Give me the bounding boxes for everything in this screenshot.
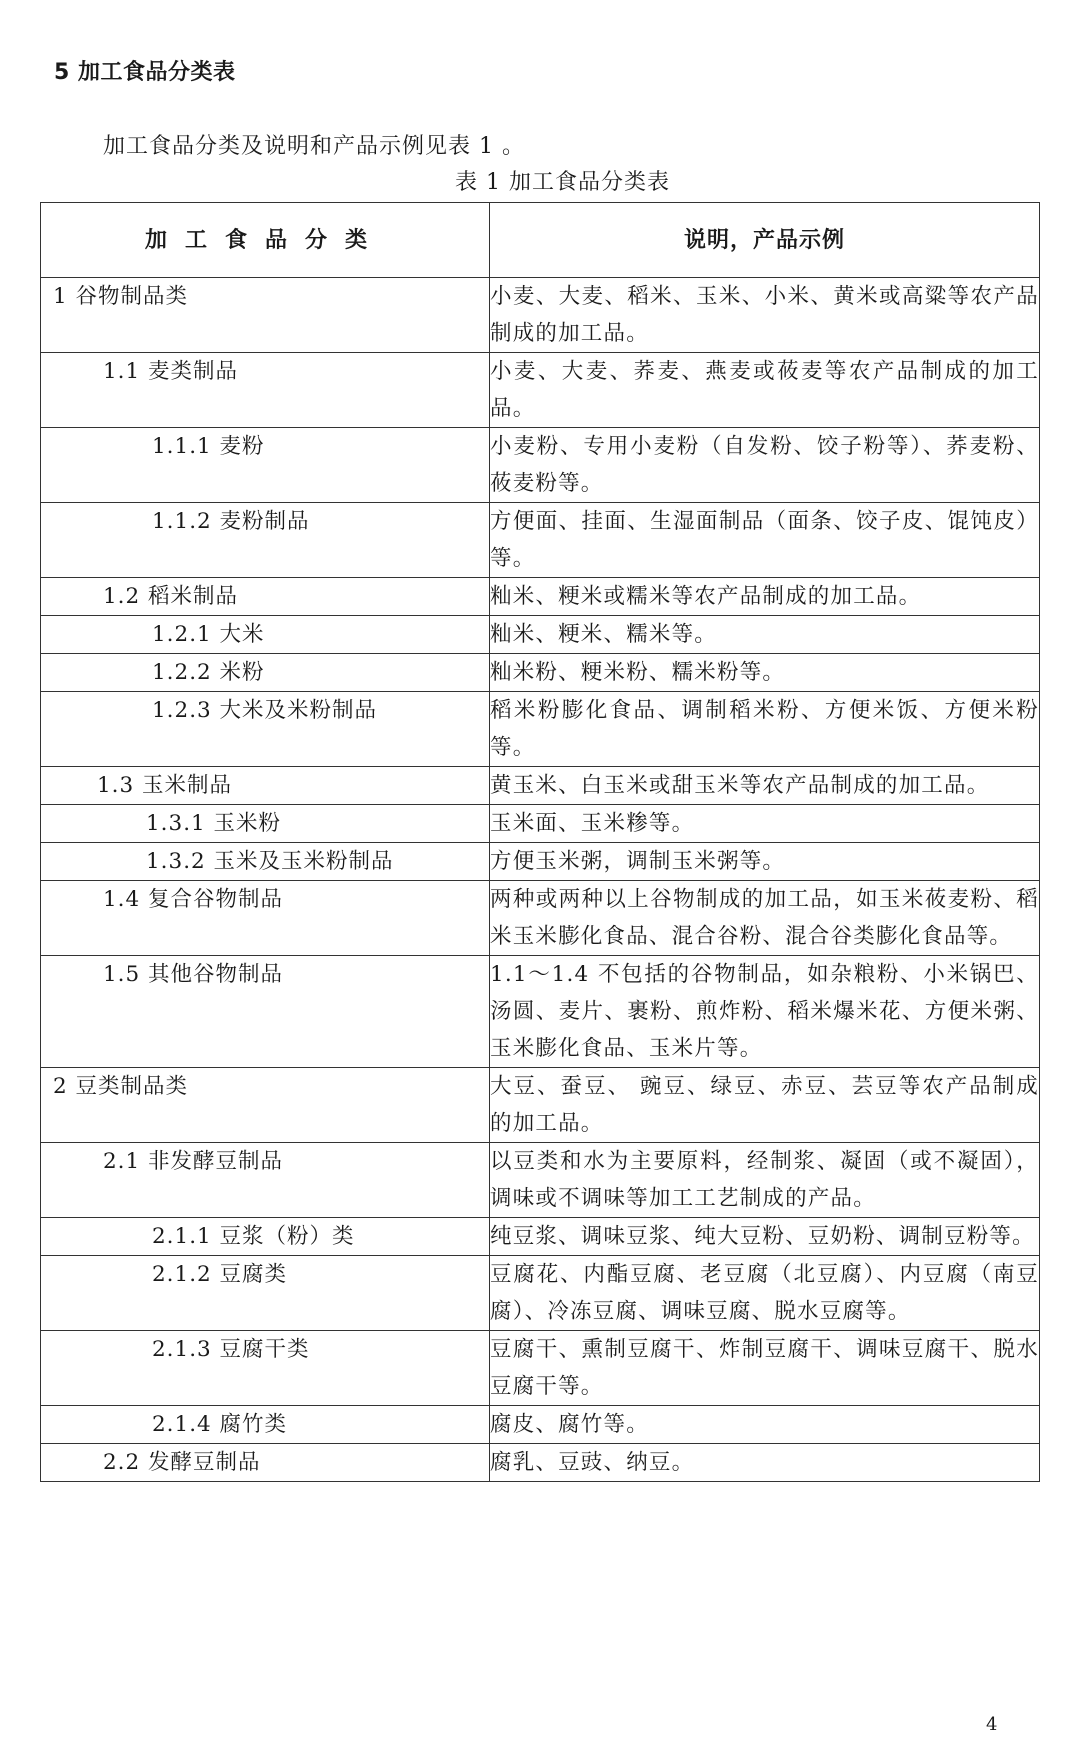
row-description: 两种或两种以上谷物制成的加工品，如玉米莜麦粉、稻米玉米膨化食品、混合谷粉、混合谷类膨化食品等。 bbox=[490, 881, 1040, 956]
row-description: 籼米、粳米或糯米等农产品制成的加工品。 bbox=[490, 578, 1040, 616]
table-row bbox=[41, 578, 1040, 616]
row-description: 方便面、挂面、生湿面制品（面条、饺子皮、馄饨皮）等。 bbox=[490, 503, 1040, 578]
row-category: 2.2 发酵豆制品 bbox=[41, 1444, 490, 1482]
classification-table bbox=[40, 202, 1040, 1482]
row-description: 腐乳、豆豉、纳豆。 bbox=[490, 1444, 1040, 1482]
row-category: 2.1.3 豆腐干类 bbox=[41, 1331, 490, 1406]
table-row bbox=[41, 616, 1040, 654]
table-row bbox=[41, 881, 1040, 956]
row-description: 豆腐花、内酯豆腐、老豆腐（北豆腐）、内豆腐（南豆腐）、冷冻豆腐、调味豆腐、脱水豆腐等。 bbox=[490, 1256, 1040, 1331]
row-category: 1.1.1 麦粉 bbox=[41, 428, 490, 503]
table-row bbox=[41, 1256, 1040, 1331]
row-description: 稻米粉膨化食品、调制稻米粉、方便米饭、方便米粉等。 bbox=[490, 692, 1040, 767]
table-row bbox=[41, 353, 1040, 428]
row-category: 2.1.2 豆腐类 bbox=[41, 1256, 490, 1331]
row-description: 黄玉米、白玉米或甜玉米等农产品制成的加工品。 bbox=[490, 767, 1040, 805]
row-category: 1.2.3 大米及米粉制品 bbox=[41, 692, 490, 767]
row-description: 腐皮、腐竹等。 bbox=[490, 1406, 1040, 1444]
section-heading: 5 加工食品分类表 bbox=[54, 60, 236, 85]
header-description: 说明，产品示例 bbox=[490, 203, 1040, 278]
table-row bbox=[41, 767, 1040, 805]
row-description: 小麦、大麦、荞麦、燕麦或莜麦等农产品制成的加工品。 bbox=[490, 353, 1040, 428]
row-category: 1.3 玉米制品 bbox=[41, 767, 490, 805]
row-category: 1.1 麦类制品 bbox=[41, 353, 490, 428]
row-category: 1.2.2 米粉 bbox=[41, 654, 490, 692]
table-row bbox=[41, 278, 1040, 353]
row-description: 豆腐干、熏制豆腐干、炸制豆腐干、调味豆腐干、脱水豆腐干等。 bbox=[490, 1331, 1040, 1406]
row-category: 1.4 复合谷物制品 bbox=[41, 881, 490, 956]
table-row bbox=[41, 1331, 1040, 1406]
row-description: 1.1～1.4 不包括的谷物制品，如杂粮粉、小米锅巴、汤圆、麦片、裹粉、煎炸粉、稻米爆米花、方便米粥、玉米膨化食品、玉米片等。 bbox=[490, 956, 1040, 1068]
table-header-row bbox=[41, 203, 1040, 278]
row-category: 1.1.2 麦粉制品 bbox=[41, 503, 490, 578]
intro-text: 加工食品分类及说明和产品示例见表 1 。 bbox=[103, 134, 525, 159]
header-category: 加工食品分类 bbox=[41, 203, 490, 278]
table-row bbox=[41, 1406, 1040, 1444]
row-category: 1.5 其他谷物制品 bbox=[41, 956, 490, 1068]
row-description: 大豆、蚕豆、 豌豆、绿豆、赤豆、芸豆等农产品制成的加工品。 bbox=[490, 1068, 1040, 1143]
table-row bbox=[41, 692, 1040, 767]
table-row bbox=[41, 1218, 1040, 1256]
row-category: 1.2 稻米制品 bbox=[41, 578, 490, 616]
page-number: 4 bbox=[986, 1714, 998, 1735]
row-description: 玉米面、玉米糁等。 bbox=[490, 805, 1040, 843]
row-category: 1.3.1 玉米粉 bbox=[41, 805, 490, 843]
row-category: 2.1.4 腐竹类 bbox=[41, 1406, 490, 1444]
row-description: 小麦粉、专用小麦粉（自发粉、饺子粉等）、荞麦粉、莜麦粉等。 bbox=[490, 428, 1040, 503]
row-description: 籼米粉、粳米粉、糯米粉等。 bbox=[490, 654, 1040, 692]
row-category: 2.1 非发酵豆制品 bbox=[41, 1143, 490, 1218]
row-description: 纯豆浆、调味豆浆、纯大豆粉、豆奶粉、调制豆粉等。 bbox=[490, 1218, 1040, 1256]
table-row bbox=[41, 805, 1040, 843]
row-description: 小麦、大麦、稻米、玉米、小米、黄米或高粱等农产品制成的加工品。 bbox=[490, 278, 1040, 353]
table-row bbox=[41, 503, 1040, 578]
row-description: 以豆类和水为主要原料，经制浆、凝固（或不凝固），调味或不调味等加工工艺制成的产品。 bbox=[490, 1143, 1040, 1218]
row-description: 籼米、粳米、糯米等。 bbox=[490, 616, 1040, 654]
row-category: 1.2.1 大米 bbox=[41, 616, 490, 654]
row-category: 1.3.2 玉米及玉米粉制品 bbox=[41, 843, 490, 881]
table-caption: 表 1 加工食品分类表 bbox=[455, 170, 670, 195]
table-row bbox=[41, 428, 1040, 503]
row-description: 方便玉米粥，调制玉米粥等。 bbox=[490, 843, 1040, 881]
row-category: 2 豆类制品类 bbox=[41, 1068, 490, 1143]
row-category: 1 谷物制品类 bbox=[41, 278, 490, 353]
table-row bbox=[41, 843, 1040, 881]
table-row bbox=[41, 956, 1040, 1068]
table-row bbox=[41, 1444, 1040, 1482]
table-row bbox=[41, 1143, 1040, 1218]
table-row bbox=[41, 654, 1040, 692]
table-row bbox=[41, 1068, 1040, 1143]
row-category: 2.1.1 豆浆（粉）类 bbox=[41, 1218, 490, 1256]
